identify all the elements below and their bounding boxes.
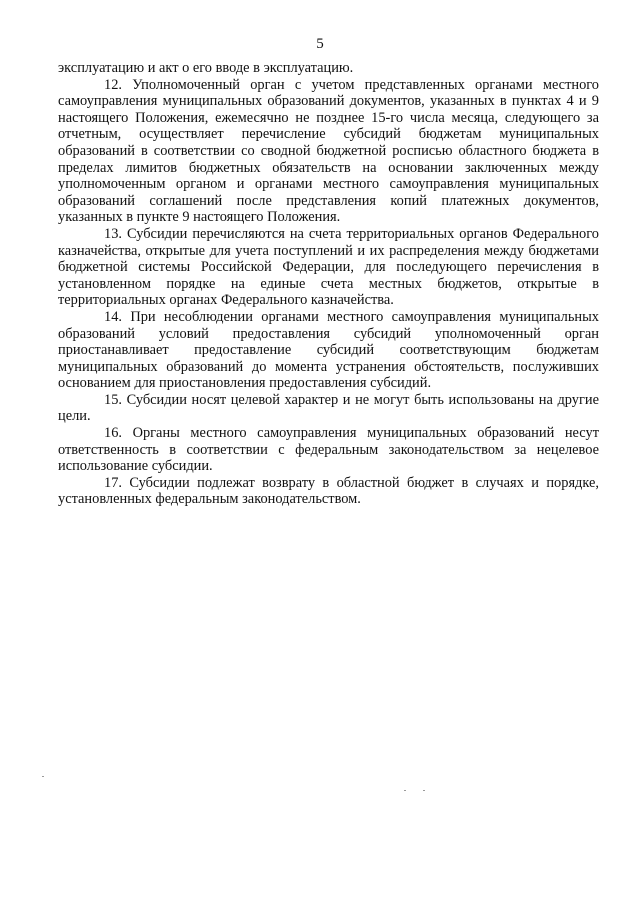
paragraph-16: 16. Органы местного самоуправления муниципальных образований несут ответственность в соответствии с федеральным законодательством за нецелевое использование субсидии. bbox=[58, 425, 599, 475]
paragraph-13: 13. Субсидии перечисляются на счета территориальных органов Федерального казначейства, открытые для учета поступлений и их распределения между бюджетами бюджетной системы Российской Федерации, для последующего перечисления в установленном порядке на единые счета местных бюджетов, открытые в территориальных органах Федерального казначейства. bbox=[58, 225, 599, 309]
paragraph-17: 17. Субсидии подлежат возврату в областной бюджет в случаях и порядке, установленных федеральным законодательством. bbox=[58, 474, 599, 508]
document-body bbox=[58, 60, 599, 508]
page-number: 5 bbox=[316, 36, 324, 52]
paragraph-15: 15. Субсидии носят целевой характер и не могут быть использованы на другие цели. bbox=[58, 391, 599, 425]
scan-speck bbox=[42, 776, 44, 777]
paragraph-continuation: эксплуатацию и акт о его вводе в эксплуатацию. bbox=[58, 60, 354, 76]
paragraph-14: 14. При несоблюдении органами местного самоуправления муниципальных образований условий предоставления субсидий уполномоченный орган приостанавливает предоставление субсидий соответствующим бюджетам муниципальных образований до момента устранения обстоятельств, послуживших основанием для приостановления предоставления субсидий. bbox=[58, 308, 599, 392]
scan-speck bbox=[423, 790, 425, 791]
paragraph-12: 12. Уполномоченный орган с учетом представленных органами местного самоуправления муниципальных образований документов, указанных в пунктах 4 и 9 настоящего Положения, ежемесячно не позднее 15-го числа месяца, следующего за отчетным, осуществляет перечисление субсидий бюджетам муниципальных образований в соответствии со сводной бюджетной росписью областного бюджета в пределах лимитов бюджетных обязательств на основании заключенных между уполномоченным органом и органами местного самоуправления муниципальных образований соглашений после представления копий платежных документов, указанных в пункте 9 настоящего Положения. bbox=[58, 76, 599, 226]
scan-speck bbox=[404, 790, 406, 791]
